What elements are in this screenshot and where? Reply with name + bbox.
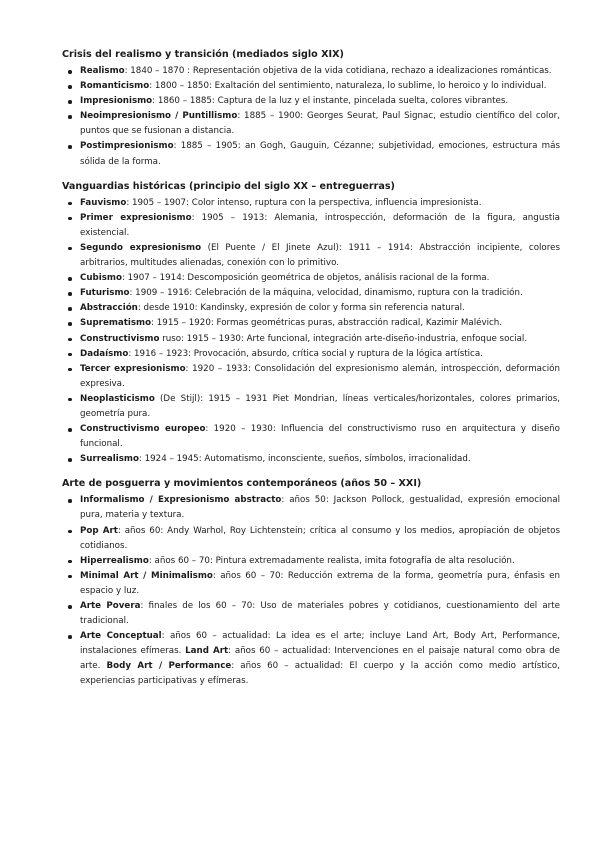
- section-heading: Vanguardias históricas (principio del siglo XX – entreguerras): [62, 180, 395, 192]
- list-item: Arte Povera: finales de los 60 – 70: Uso de materiales pobres y cotidianos, cuestionamiento del arte tradicional.: [80, 599, 560, 629]
- list-item: Postimpresionismo: 1885 – 1905: an Gogh, Gauguin, Cézanne; subjetividad, emociones, estructura más sólida de la forma.: [80, 139, 560, 169]
- list-item: Surrealismo: 1924 – 1945: Automatismo, inconsciente, sueños, símbolos, irracionalidad.: [80, 452, 560, 467]
- list-item: Minimal Art / Minimalismo: años 60 – 70: Reducción extrema de la forma, geometría pura, énfasis en espacio y luz.: [80, 569, 560, 599]
- list-item: Dadaísmo: 1916 – 1923: Provocación, absurdo, crítica social y ruptura de la lógica artística.: [80, 347, 560, 362]
- movement-list: [62, 64, 560, 170]
- section-heading: Arte de posguerra y movimientos contemporáneos (años 50 – XXI): [62, 478, 422, 490]
- list-item: Romanticismo: 1800 – 1850: Exaltación del sentimiento, naturaleza, lo sublime, lo heroico y lo individual.: [80, 79, 560, 94]
- list-item: Primer expresionismo: 1905 – 1913: Alemania, introspección, deformación de la figura, angustia existencial.: [80, 211, 560, 241]
- list-item: Realismo: 1840 – 1870 : Representación objetiva de la vida cotidiana, rechazo a idealizaciones románticas.: [80, 64, 560, 79]
- section-posguerra: [62, 477, 560, 689]
- list-item: Constructivismo europeo: 1920 – 1930: Influencia del constructivismo ruso en arquitectura y diseño funcional.: [80, 422, 560, 452]
- list-item: Constructivismo ruso: 1915 – 1930: Arte funcional, integración arte-diseño-industria, enfoque social.: [80, 332, 560, 347]
- list-item: Hiperrealismo: años 60 – 70: Pintura extremadamente realista, imita fotografía de alta resolución.: [80, 554, 560, 569]
- list-item: Cubismo: 1907 – 1914: Descomposición geométrica de objetos, análisis racional de la forma.: [80, 271, 560, 286]
- list-item: Impresionismo: 1860 – 1885: Captura de la luz y el instante, pincelada suelta, colores vibrantes.: [80, 94, 560, 109]
- list-item: Informalismo / Expresionismo abstracto: años 50: Jackson Pollock, gestualidad, expresión emocional pura, materia y textura.: [80, 493, 560, 523]
- section-realismo: [62, 48, 560, 170]
- list-item: Neoplasticismo (De Stijl): 1915 – 1931 Piet Mondrian, líneas verticales/horizontales, colores primarios, geometría pura.: [80, 392, 560, 422]
- list-item: Neoimpresionismo / Puntillismo: 1885 – 1900: Georges Seurat, Paul Signac, estudio científico del color, puntos que se fusionan a distancia.: [80, 109, 560, 139]
- movement-list: [62, 196, 560, 468]
- list-item: Segundo expresionismo (El Puente / El Jinete Azul): 1911 – 1914: Abstracción incipiente, colores arbitrarios, multitudes alienadas, conexión con lo primitivo.: [80, 241, 560, 271]
- list-item: Arte Conceptual: años 60 – actualidad: La idea es el arte; incluye Land Art, Body Art, Performance, instalaciones efímeras. Land Art: años 60 – actualidad: Intervenciones en el paisaje natural como obra de arte. Body Art / Performance: años 60 – actualidad: El cuerpo y la acción como medio artístico, experiencias participativas y efímeras.: [80, 629, 560, 689]
- section-vanguardias: [62, 180, 560, 468]
- section-heading: Crisis del realismo y transición (mediados siglo XIX): [62, 49, 344, 60]
- movement-list: [62, 493, 560, 689]
- list-item: Tercer expresionismo: 1920 – 1933: Consolidación del expresionismo alemán, introspección, deformación expresiva.: [80, 362, 560, 392]
- list-item: Abstracción: desde 1910: Kandinsky, expresión de color y forma sin referencia natural.: [80, 301, 560, 316]
- list-item: Pop Art: años 60: Andy Warhol, Roy Lichtenstein; crítica al consumo y los medios, apropiación de objetos cotidianos.: [80, 524, 560, 554]
- list-item: Futurismo: 1909 – 1916: Celebración de la máquina, velocidad, dinamismo, ruptura con la tradición.: [80, 286, 560, 301]
- list-item: Suprematismo: 1915 – 1920: Formas geométricas puras, abstracción radical, Kazimir Malévich.: [80, 316, 560, 331]
- list-item: Fauvismo: 1905 – 1907: Color intenso, ruptura con la perspectiva, influencia impresionista.: [80, 196, 560, 211]
